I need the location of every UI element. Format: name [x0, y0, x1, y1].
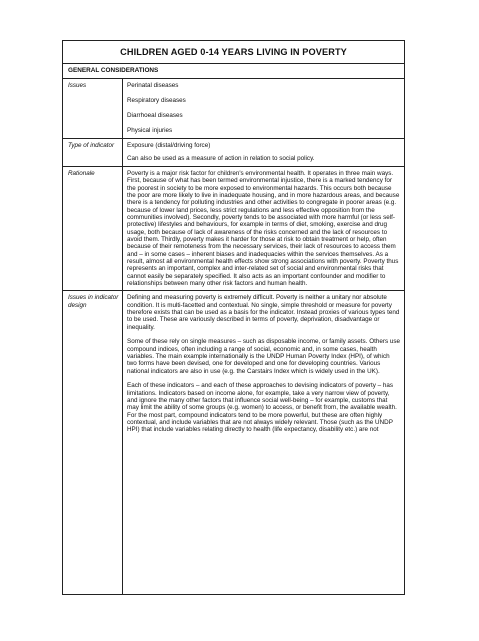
rationale-content — [123, 167, 404, 291]
issues-content — [123, 79, 404, 138]
rationale-label: Rationale — [63, 167, 123, 291]
design-paragraph: Some of these rely on single measures – such as disposable income, or family assets. Others use compound indices, often including a range of social, economic and, in some cases, health variables. The main example internationally is the UNDP Human Poverty Index (HPI), of which two forms have been devised, one for developed and one for developing countries. Various national indicators are also in use (e.g. the Carstairs Index which is widely used in the UK). — [127, 338, 400, 375]
indicator-type-line: Exposure (distal/driving force) — [127, 142, 211, 150]
issue-item: Respiratory diseases — [127, 97, 186, 104]
issues-label: Issues — [63, 79, 123, 138]
issue-item: Perinatal diseases — [127, 82, 179, 89]
issue-item: Diarrhoeal diseases — [127, 112, 183, 119]
document-title: CHILDREN AGED 0-14 YEARS LIVING IN POVERTY — [63, 41, 404, 64]
rationale-text: Poverty is a major risk factor for children's environmental health. It operates in three main ways. First, because of what has been termed environmental injustice, there is a marked tendency for the poorest in society to be more exposed to environmental hazards. This occurs both because the poor are more likely to live in inadequate housing, and in more hazardous areas, and because there is a tendency for polluting industries and other activities to congregate in poorer areas (e.g. because of lower land prices, less strict regulations and less effective opposition from the communities involved). Secondly, poverty tends to be associated with more harmful (or less self-protective) lifestyles and behaviours, for example in terms of diet, smoking, exercise and drug usage, both because of lack of awareness of the risks concerned and the lack of resources to avoid them. Thirdly, poverty makes it harder for those at risk to obtain treatment or help, often because of their remoteness from the necessary services, their lack of resources to access them and – in some cases – inherent biases and inadequacies within the services themselves. As a result, almost all environmental health effects show strong associations with poverty. Poverty thus represents an important, complex and inter-related set of social and environmental risks that cannot easily be separately specified. It also acts as an important confounder and modifier to relationships between many other risk factors and human health. — [127, 169, 400, 288]
design-paragraph: Each of these indicators – and each of these approaches to devising indicators of poverty – has limitations. Indicators based on income alone, for example, take a very narrow view of poverty, and ignore the many other factors that influence social well-being – for example, customs that may limit the ability of some groups (e.g. women) to access, or benefit from, the available wealth. For the most part, compound indicators tend to be more powerful, but these are often highly contextual, and include variables that are not always widely relevant. Those (such as the UNDP HPI) that include variables relating directly to health (life expectancy, disability etc.) are not — [127, 382, 397, 434]
type-of-indicator-content — [123, 139, 404, 165]
indicator-type-line: Can also be used as a measure of action in relation to social policy. — [127, 154, 315, 162]
issue-item: Physical injuries — [127, 127, 173, 134]
type-of-indicator-row — [63, 139, 404, 166]
issues-row — [63, 79, 404, 139]
considerations-table — [62, 40, 405, 595]
issues-in-design-label: Issues in indicator design — [63, 291, 123, 594]
section-heading: GENERAL CONSIDERATIONS — [63, 64, 404, 79]
design-paragraph: Defining and measuring poverty is extremely difficult. Poverty is neither a unitary nor absolute condition. It is multi-facetted and contextual. No single, simple threshold or measure for poverty therefore exists that can be used as a basis for the indicator. Instead proxies of various types tend to be used. These are variously described in terms of poverty, deprivation, disadvantage or inequality. — [127, 294, 400, 331]
type-of-indicator-label: Type of indicator — [63, 139, 123, 165]
issues-in-design-row — [63, 291, 404, 594]
rationale-row — [63, 167, 404, 292]
issues-in-design-content — [123, 291, 404, 594]
